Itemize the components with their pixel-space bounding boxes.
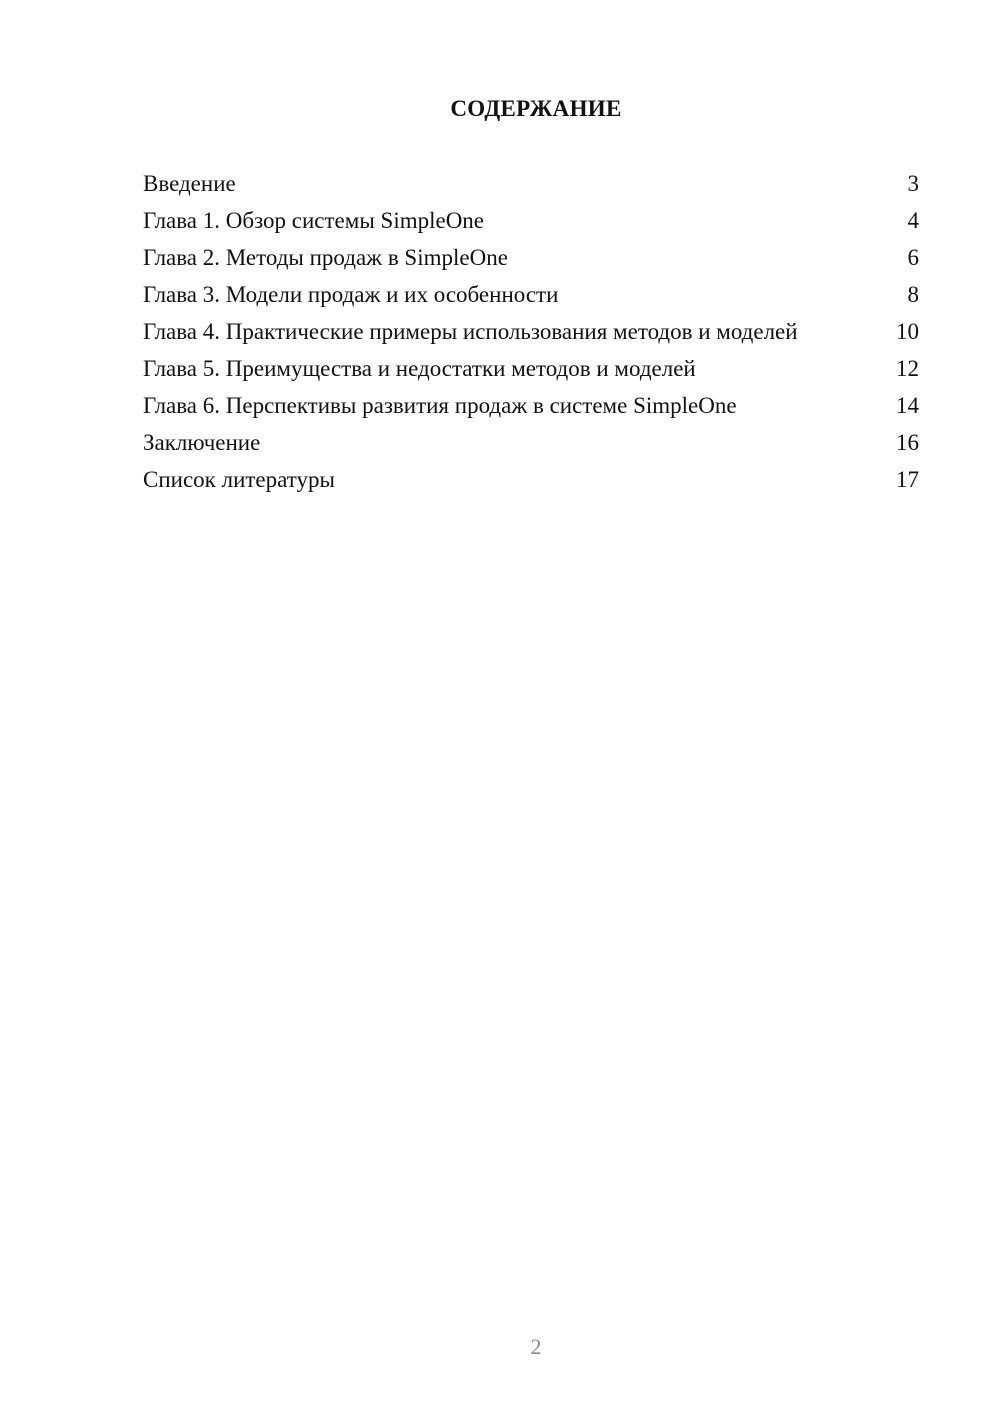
table-of-contents [143,170,919,503]
toc-entry-title: Глава 3. Модели продаж и их особенности [143,282,559,307]
toc-entry-page: 4 [907,208,919,233]
toc-entry-title: Введение [143,171,236,196]
toc-entry-title: Глава 1. Обзор системы SimpleOne [143,208,485,233]
toc-entry-title: Глава 6. Перспективы развития продаж в системе SimpleOne [143,393,737,418]
toc-entry[interactable] [143,466,919,493]
toc-entry-page: 6 [907,245,919,270]
toc-entry-title: Глава 2. Методы продаж в SimpleOne [143,245,508,270]
toc-entry-page: 17 [896,467,919,492]
toc-entry-page: 14 [896,393,919,418]
toc-entry-page: 12 [896,356,919,381]
toc-entry-page: 10 [896,319,919,344]
toc-entry-title: Список литературы [143,467,335,492]
toc-entry-page: 3 [907,171,919,196]
toc-entry[interactable] [143,281,919,308]
toc-entry[interactable] [143,355,919,382]
toc-entry-title: Глава 4. Практические примеры использования методов и моделей [143,319,798,344]
toc-entry-title: Глава 5. Преимущества и недостатки методов и моделей [143,356,696,381]
toc-entry[interactable] [143,318,919,345]
toc-entry[interactable] [143,244,919,271]
toc-entry-title: Заключение [143,430,261,455]
page-number: 2 [530,1334,542,1359]
toc-entry[interactable] [143,429,919,456]
toc-entry-page: 16 [896,430,919,455]
toc-entry[interactable] [143,392,919,419]
toc-entry-page: 8 [907,282,919,307]
page-title: СОДЕРЖАНИЕ [450,96,622,121]
toc-entry[interactable] [143,207,919,234]
toc-entry[interactable] [143,170,919,197]
